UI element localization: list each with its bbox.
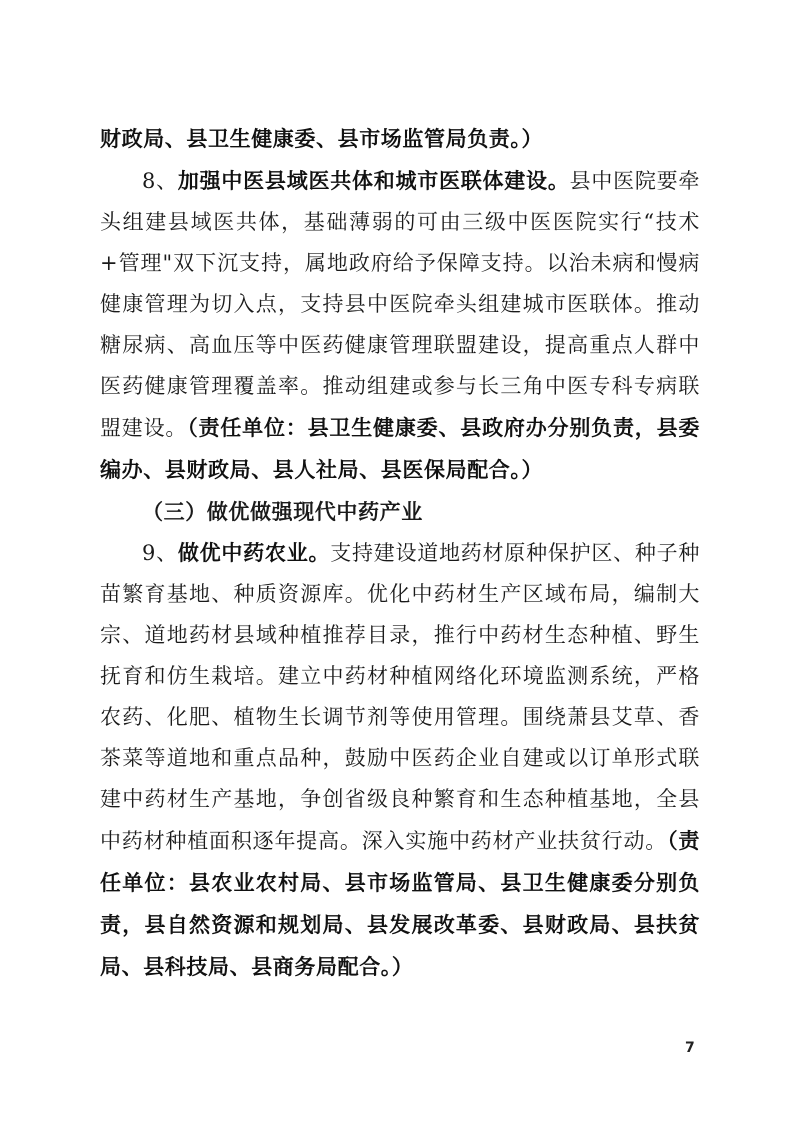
item-8-paragraph [100,160,700,491]
continuation-responsibility-text: 财政局、县卫生健康委、县市场监管局负责。） [100,126,544,151]
item-9-body: 支持建设道地药材原种保护区、种子种苗繁育基地、种质资源库。优化中药材生产区域布局，编制大宗、道地药材县域种植推荐目录，推行中药材生态种植、野生抚育和仿生栽培。建立中药材种植网络化环境监测系统，严格农药、化肥、植物生长调节剂等使用管理。围绕萧县艾草、香茶菜等道地和重点品种，鼓励中医药企业自建或以订单形式联建中药材生产基地，争创省级良种繁育和生态种植基地，全县中药材种植面积逐年提高。深入实施中药材产业扶贫行动。 [100,541,700,853]
item-8-body: 县中医院要牵头组建县域医共体，基础薄弱的可由三级中医医院实行“技术+管理"双下沉支持，属地政府给予保障支持。以治未病和慢病健康管理为切入点，支持县中医院牵头组建城市医联体。推动糖尿病、高血压等中医药健康管理联盟建设，提高重点人群中医药健康管理覆盖率。推动组建或参与长三角中医专科专病联盟建设。 [100,169,700,440]
item-8-title: 加强中医县域医共体和城市医联体建设。 [177,168,570,193]
item-9-responsibility: （责任单位：县农业农村局、县市场监管局、县卫生健康委分别负责，县自然资源和规划局、县发展改革委、县财政局、县扶贫局、县科技局、县商务局配合。） [100,828,700,979]
continuation-paragraph [100,118,700,160]
document-body [100,118,700,988]
item-9-title: 做优中药农业。 [177,540,331,565]
page-number: 7 [685,1040,695,1056]
item-9-number: 9、 [142,541,178,565]
section-3-heading: （三）做优做强现代中药产业 [142,499,423,524]
item-8-responsibility: （责任单位：县卫生健康委、县政府办分别负责，县委编办、县财政局、县人社局、县医保局配合。） [100,415,700,482]
item-9-paragraph [100,532,700,988]
item-8-number: 8、 [142,169,178,193]
